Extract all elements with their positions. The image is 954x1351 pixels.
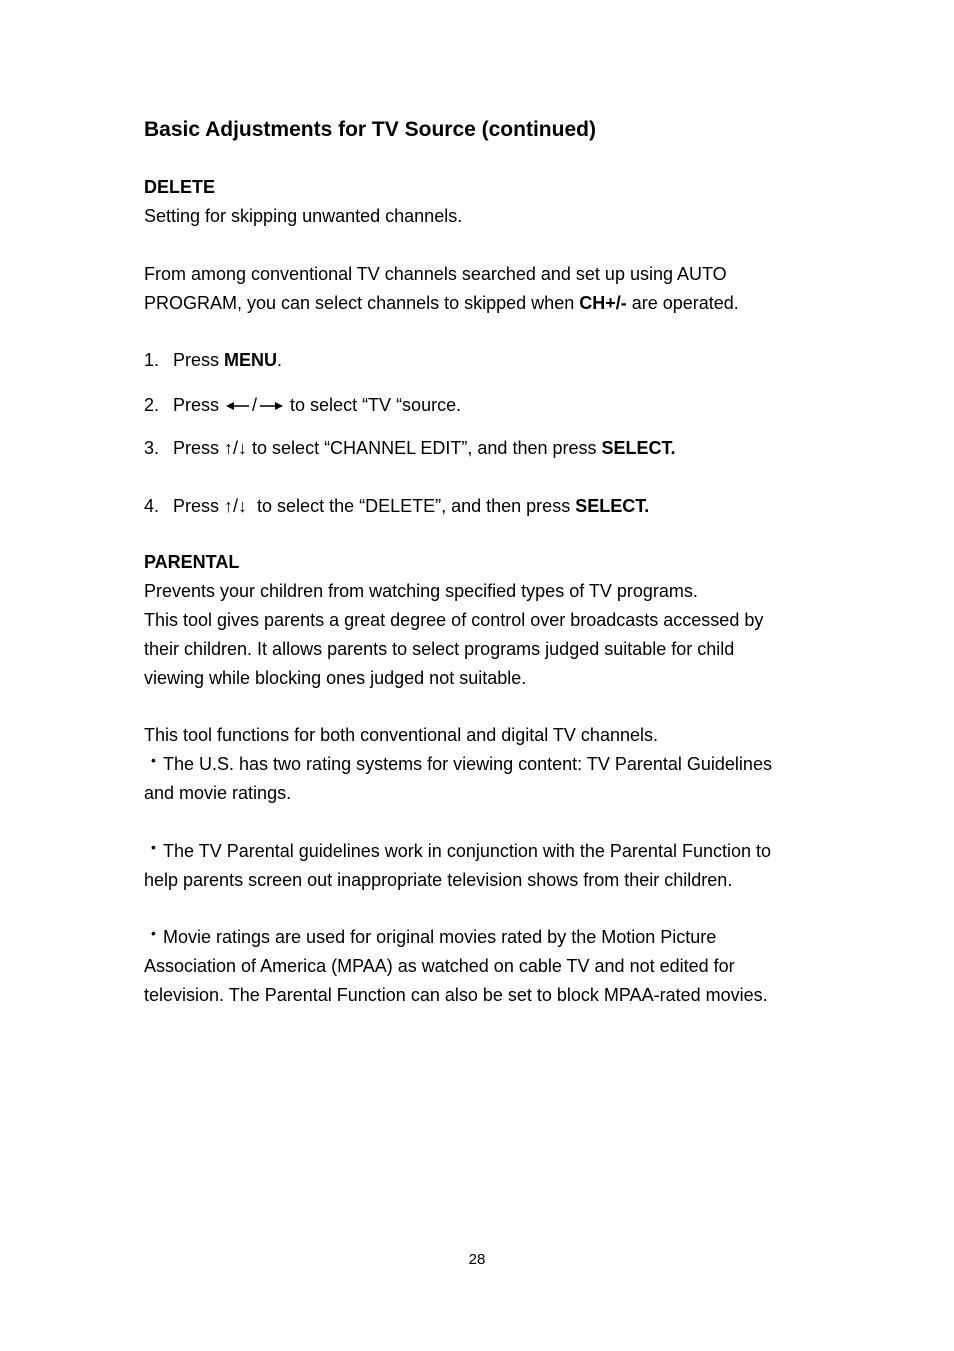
bullet-1-line-1	[144, 750, 834, 780]
parental-para-line-2: This tool gives parents a great degree of control over broadcasts accessed by	[144, 610, 764, 630]
bullet-2-line-1	[144, 837, 834, 867]
parental-para-line-1: Prevents your children from watching specified types of TV programs.	[144, 581, 698, 601]
step-text-end: .	[277, 350, 283, 370]
bullet-icon: •	[151, 752, 156, 768]
step-text-mid: to select the “DELETE”, and then press	[247, 496, 576, 516]
select-key-label: SELECT.	[601, 438, 676, 458]
bullet-text: Movie ratings are used for original movies rated by the Motion Picture	[163, 927, 717, 947]
step-number: 4.	[144, 496, 160, 516]
ch-key-label: CH+/-	[579, 293, 627, 313]
step-number: 1.	[144, 350, 160, 370]
parental-para-line-3: their children. It allows parents to select programs judged suitable for child	[144, 639, 735, 659]
step-text: Press	[173, 438, 225, 458]
delete-intro-text: PROGRAM, you can select channels to skipped when	[144, 293, 580, 313]
bullet-3-line-3: television. The Parental Function can also be set to block MPAA-rated movies.	[144, 985, 768, 1005]
page-title: Basic Adjustments for TV Source (continued)	[144, 118, 596, 141]
delete-intro-line-1: From among conventional TV channels searched and set up using AUTO	[144, 264, 727, 284]
step-3	[144, 434, 676, 463]
right-arrow-icon	[259, 392, 283, 421]
menu-key-label: MENU	[224, 350, 278, 370]
bullet-icon: •	[151, 925, 156, 941]
up-down-arrow-icon: ↑/↓	[224, 496, 248, 516]
step-2	[144, 391, 461, 421]
parental-functions-text: This tool functions for both conventional and digital TV channels.	[144, 725, 658, 745]
step-text: Press	[173, 350, 225, 370]
select-key-label: SELECT.	[575, 496, 650, 516]
parental-para-line-4: viewing while blocking ones judged not suitable.	[144, 668, 527, 688]
arrow-separator: /	[252, 395, 258, 415]
page-number: 28	[468, 1251, 486, 1268]
bullet-3-line-1	[144, 923, 834, 953]
step-4	[144, 492, 649, 521]
delete-intro-line-2	[144, 289, 834, 318]
bullet-1-line-2: and movie ratings.	[144, 783, 292, 803]
delete-description: Setting for skipping unwanted channels.	[144, 206, 463, 226]
left-arrow-icon	[226, 392, 250, 421]
step-text-end: to select “TV “source.	[285, 395, 462, 415]
delete-heading: DELETE	[144, 177, 216, 197]
up-down-arrow-icon: ↑/↓	[224, 438, 248, 458]
step-text-mid: to select “CHANNEL EDIT”, and then press	[247, 438, 602, 458]
bullet-icon: •	[151, 839, 156, 855]
delete-intro-text-end: are operated.	[626, 293, 739, 313]
bullet-text: The TV Parental guidelines work in conjunction with the Parental Function to	[163, 841, 772, 861]
step-number: 2.	[144, 395, 160, 415]
bullet-text: The U.S. has two rating systems for viewing content: TV Parental Guidelines	[163, 754, 772, 774]
step-text: Press	[173, 395, 225, 415]
step-number: 3.	[144, 438, 160, 458]
bullet-2-line-2: help parents screen out inappropriate television shows from their children.	[144, 870, 733, 890]
parental-heading: PARENTAL	[144, 552, 240, 572]
bullet-3-line-2: Association of America (MPAA) as watched on cable TV and not edited for	[144, 956, 735, 976]
step-1	[144, 346, 282, 375]
step-text: Press	[173, 496, 225, 516]
